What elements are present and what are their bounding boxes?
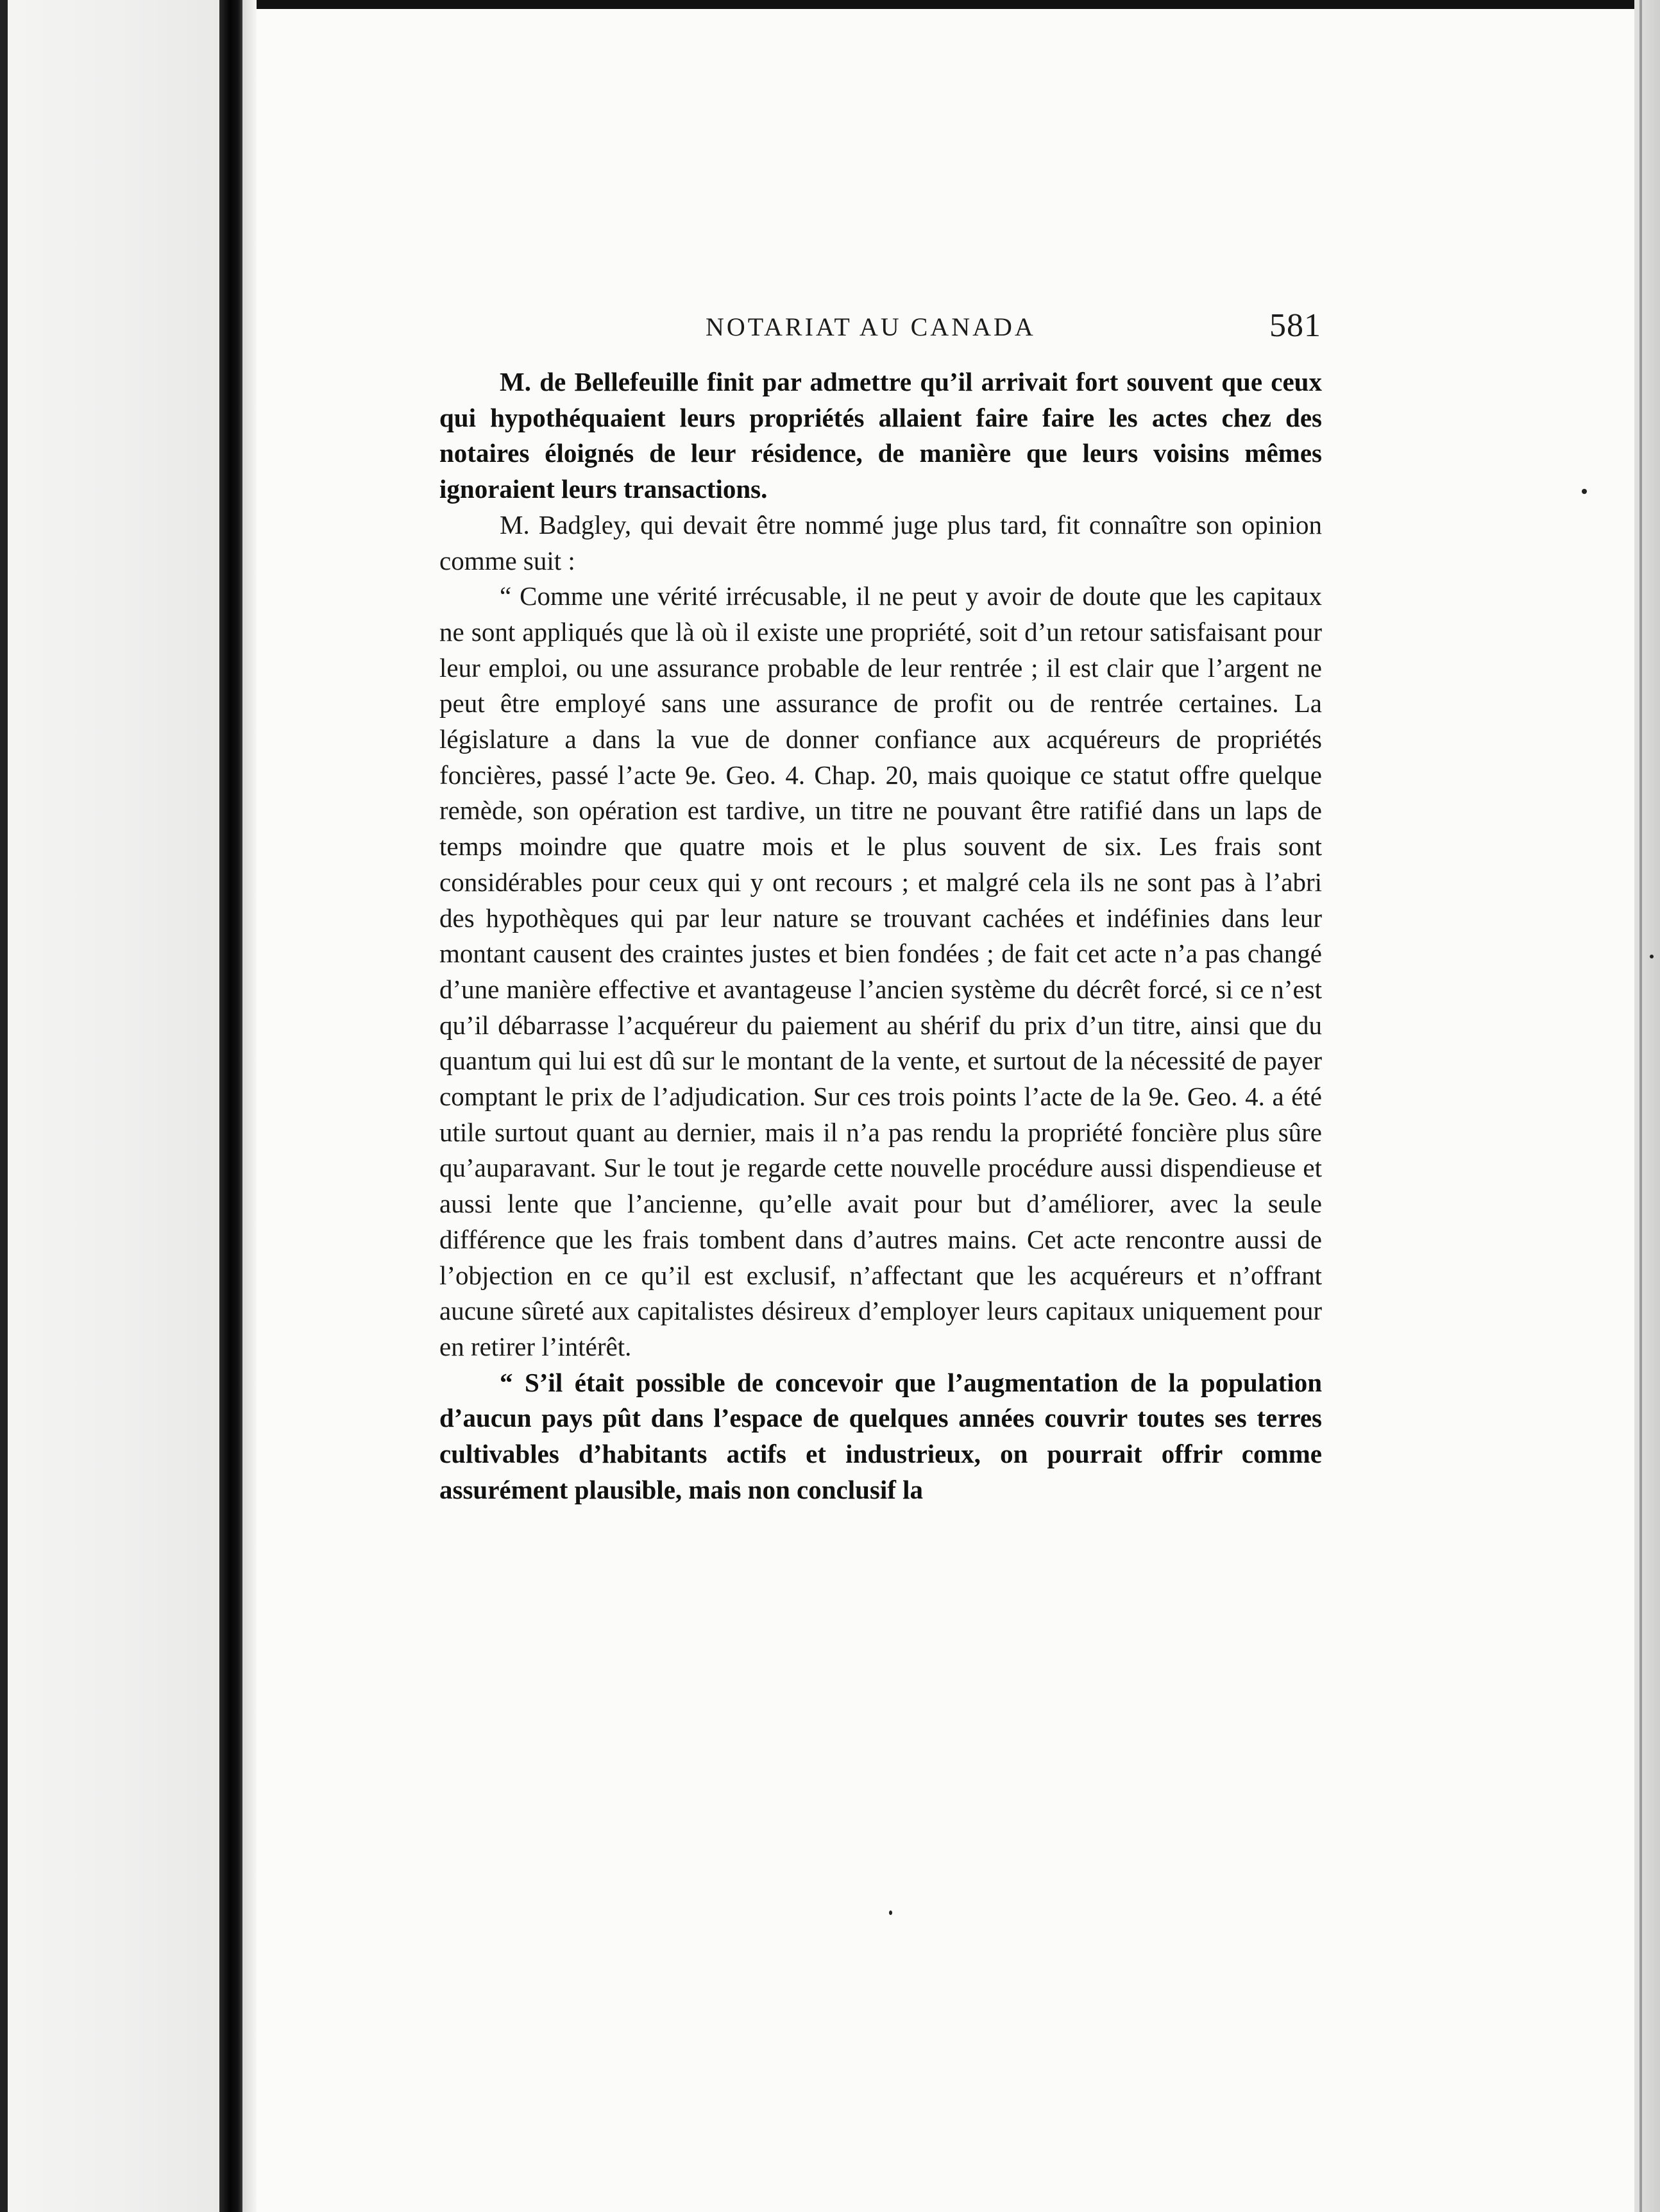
page-right-edge-line	[1639, 0, 1642, 2212]
running-title: NOTARIAT AU CANADA	[706, 312, 1036, 341]
paragraph: M. de Bellefeuille finit par admettre qu’il arrivait fort souvent que ceux qui hypothéquaient leurs propriétés allaient faire faire les actes chez des notaires éloignés de leur résidence, de manière que leurs voisins mêmes ignoraient leurs transactions.	[439, 367, 1322, 504]
page-right-edge	[1634, 0, 1660, 2212]
page-number: 581	[1269, 307, 1321, 344]
paragraph: “ S’il était possible de concevoir que l’augmentation de la population d’aucun pays pût dans l’espace de quelques années couvrir toutes ses terres cultivables d’habitants actifs et industrieux, on pourrait offrir comme assurément plausible, mais non conclusif la	[439, 1367, 1322, 1504]
running-header	[706, 307, 1321, 352]
paragraph: “ Comme une vérité irrécusable, il ne peut y avoir de doute que les capitaux ne sont appliqués que là où il existe une propriété, soit d’un retour satisfaisant pour leur emploi, ou une assurance probable de leur rentrée ; il est clair que l’argent ne peut être employé sans une assurance de profit ou de rentrée certaines. La législature a dans la vue de donner confiance aux acquéreurs de propriétés foncières, passé l’acte 9e. Geo. 4. Chap. 20, mais quoique ce statut offre quelque remède, son opération est tardive, un titre ne pouvant être ratifié dans un laps de temps moindre que quatre mois et le plus souvent de six. Les frais sont considérables pour ceux qui y ont recours ; et malgré cela ils ne sont pas à l’abri des hypothèques qui par leur nature se trouvant cachées et indéfinies dans leur montant causent des craintes justes et bien fondées ; de fait cet acte n’a pas changé d’une manière effective et avantageuse l’ancien système du décrêt forcé, si ce n’est qu’il débarrasse l’acquéreur du paiement au shérif du prix d’un titre, ainsi que du quantum qui lui est dû sur le montant de la vente, et surtout de la nécessité de payer comptant le prix de l’adjudication. Sur ces trois points l’acte de la 9e. Geo. 4. a été utile surtout quant au dernier, mais il n’a pas rendu la propriété foncière plus sûre qu’auparavant. Sur le tout je regarde cette nouvelle procédure aussi dispendieuse et aussi lente que l’ancienne, qu’elle avait pour but d’améliorer, avec la seule différence que les frais tombent dans d’autres mains. Cet acte rencontre aussi de l’objection en ce qu’il est exclusif, n’affectant que les acquéreurs et n’offrant aucune sûreté aux capitalistes désireux d’employer leurs capitaux uniquement pour en retirer l’intérêt.	[439, 581, 1322, 1361]
scan-border-left	[0, 0, 8, 2212]
binding-gap	[242, 0, 257, 2212]
body-text	[439, 364, 1322, 1508]
scan-speck	[1650, 955, 1654, 958]
paragraph: M. Badgley, qui devait être nommé juge plus tard, fit connaître son opinion comme suit :	[439, 509, 1322, 575]
scan-speck	[889, 1910, 892, 1915]
binding-gutter	[219, 0, 242, 2212]
scan-speck	[1582, 489, 1587, 494]
binding-shadow	[8, 0, 219, 2212]
